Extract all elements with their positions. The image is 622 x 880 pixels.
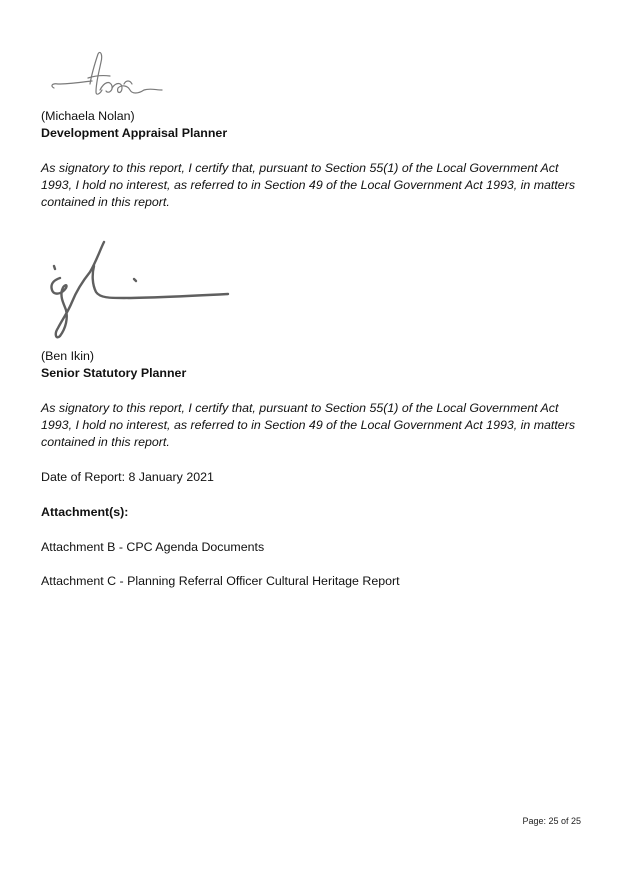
signatory-1-statement: As signatory to this report, I certify that, pursuant to Section 55(1) of the Local Government Act 1993, I hold no interest, as referred to in Section 49 of the Local Government Act 1993, in matters contained in this report. — [41, 161, 576, 209]
page-number: Page: 25 of 25 — [522, 816, 581, 826]
signatory-2-statement: As signatory to this report, I certify that, pursuant to Section 55(1) of the Local Government Act 1993, I hold no interest, as referred to in Section 49 of the Local Government Act 1993, in matters contained in this report. — [41, 401, 576, 449]
signatory-2-name: (Ben Ikin) — [41, 349, 95, 363]
attachment-item-c: Attachment C - Planning Referral Officer Cultural Heritage Report — [41, 574, 400, 588]
signatory-1-name: (Michaela Nolan) — [41, 109, 135, 123]
attachment-item-b: Attachment B - CPC Agenda Documents — [41, 540, 265, 554]
signatory-2-title: Senior Statutory Planner — [41, 366, 187, 380]
signature-michaela-nolan — [40, 50, 170, 105]
date-of-report: Date of Report: 8 January 2021 — [41, 470, 214, 484]
signature-ben-ikin — [40, 236, 240, 346]
attachments-heading: Attachment(s): — [41, 505, 129, 519]
signatory-1-title: Development Appraisal Planner — [41, 126, 228, 140]
